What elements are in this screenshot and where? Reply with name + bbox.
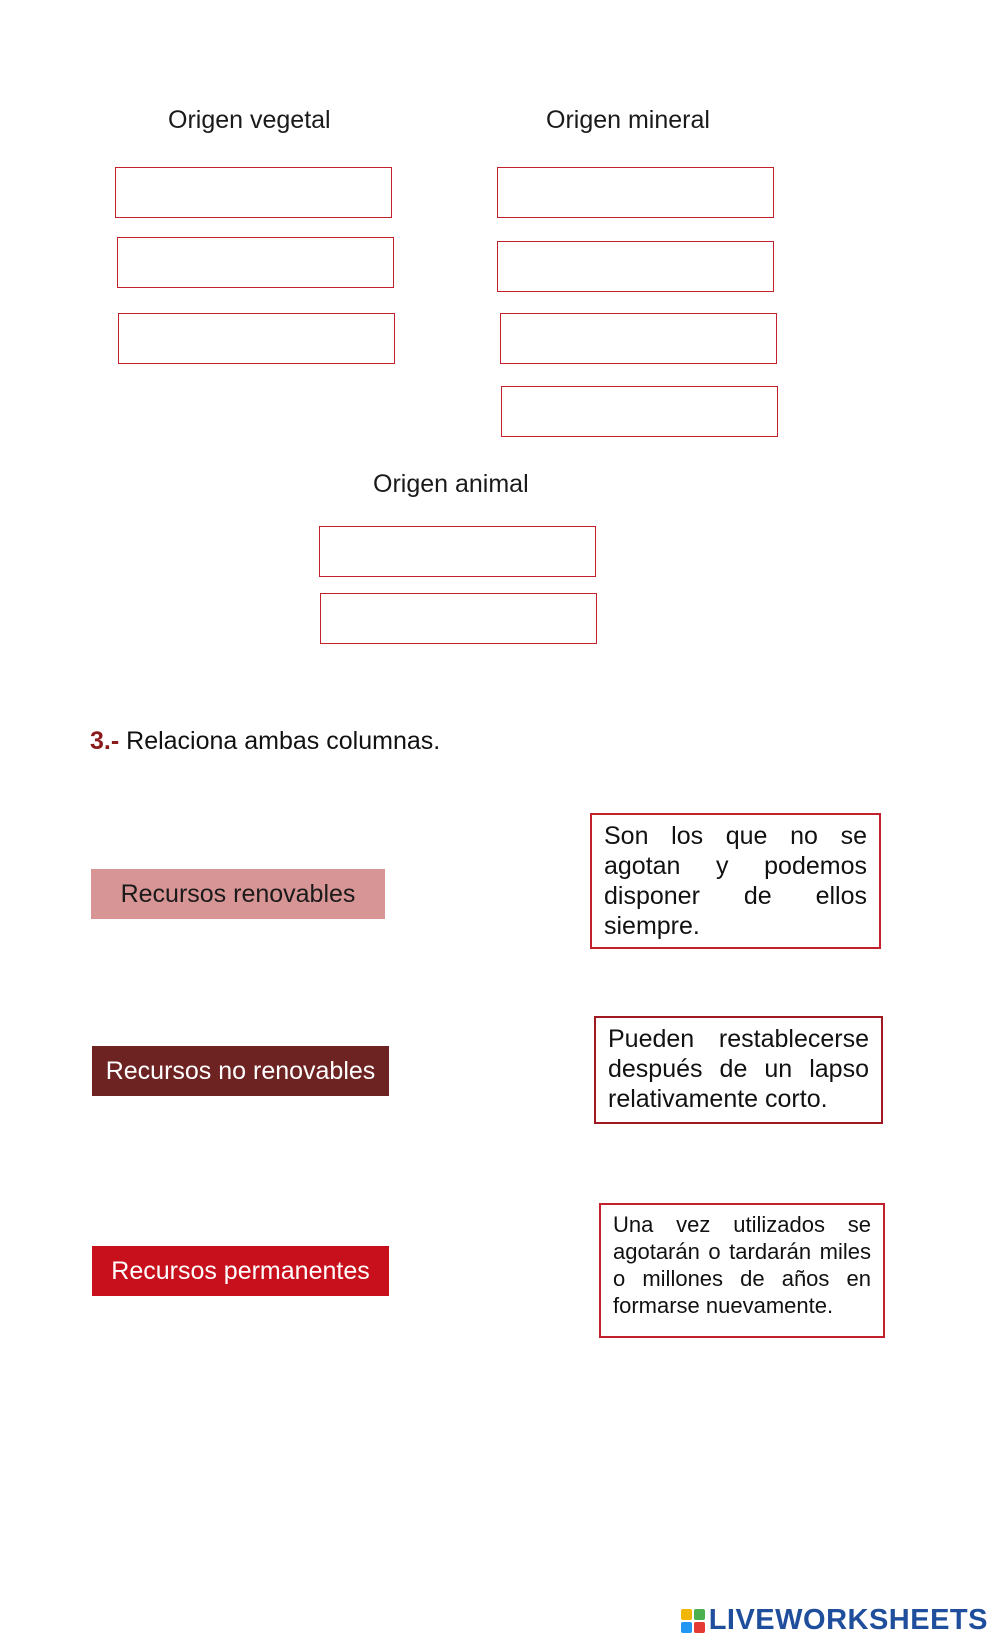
mineral-drop-box-4[interactable] (501, 386, 778, 437)
brand-name: LIVEWORKSHEETS (708, 1604, 988, 1636)
term-recursos-permanentes[interactable]: Recursos permanentes (92, 1246, 389, 1296)
question-number: 3.- (90, 727, 120, 755)
heading-origen-animal: Origen animal (373, 470, 529, 498)
definition-3[interactable]: Una vez utilizados se agotarán o tardarán miles o millones de años en formarse nuevamente. (599, 1203, 885, 1338)
definition-1[interactable]: Son los que no se agotan y podemos disponer de ellos siempre. (590, 813, 881, 949)
term-recursos-renovables[interactable]: Recursos renovables (91, 869, 385, 919)
heading-origen-vegetal: Origen vegetal (168, 106, 331, 134)
liveworksheets-grid-icon (681, 1609, 705, 1633)
mineral-drop-box-2[interactable] (497, 241, 774, 292)
heading-origen-mineral: Origen mineral (546, 106, 710, 134)
mineral-drop-box-3[interactable] (500, 313, 777, 364)
liveworksheets-logo (681, 1604, 988, 1637)
term-recursos-no-renovables[interactable]: Recursos no renovables (92, 1046, 389, 1096)
question-text: Relaciona ambas columnas. (126, 727, 441, 755)
vegetal-drop-box-2[interactable] (117, 237, 394, 288)
animal-drop-box-1[interactable] (319, 526, 596, 577)
definition-2[interactable]: Pueden restablecerse después de un lapso relativamente corto. (594, 1016, 883, 1124)
vegetal-drop-box-1[interactable] (115, 167, 392, 218)
question-3-title (90, 727, 440, 756)
mineral-drop-box-1[interactable] (497, 167, 774, 218)
vegetal-drop-box-3[interactable] (118, 313, 395, 364)
animal-drop-box-2[interactable] (320, 593, 597, 644)
